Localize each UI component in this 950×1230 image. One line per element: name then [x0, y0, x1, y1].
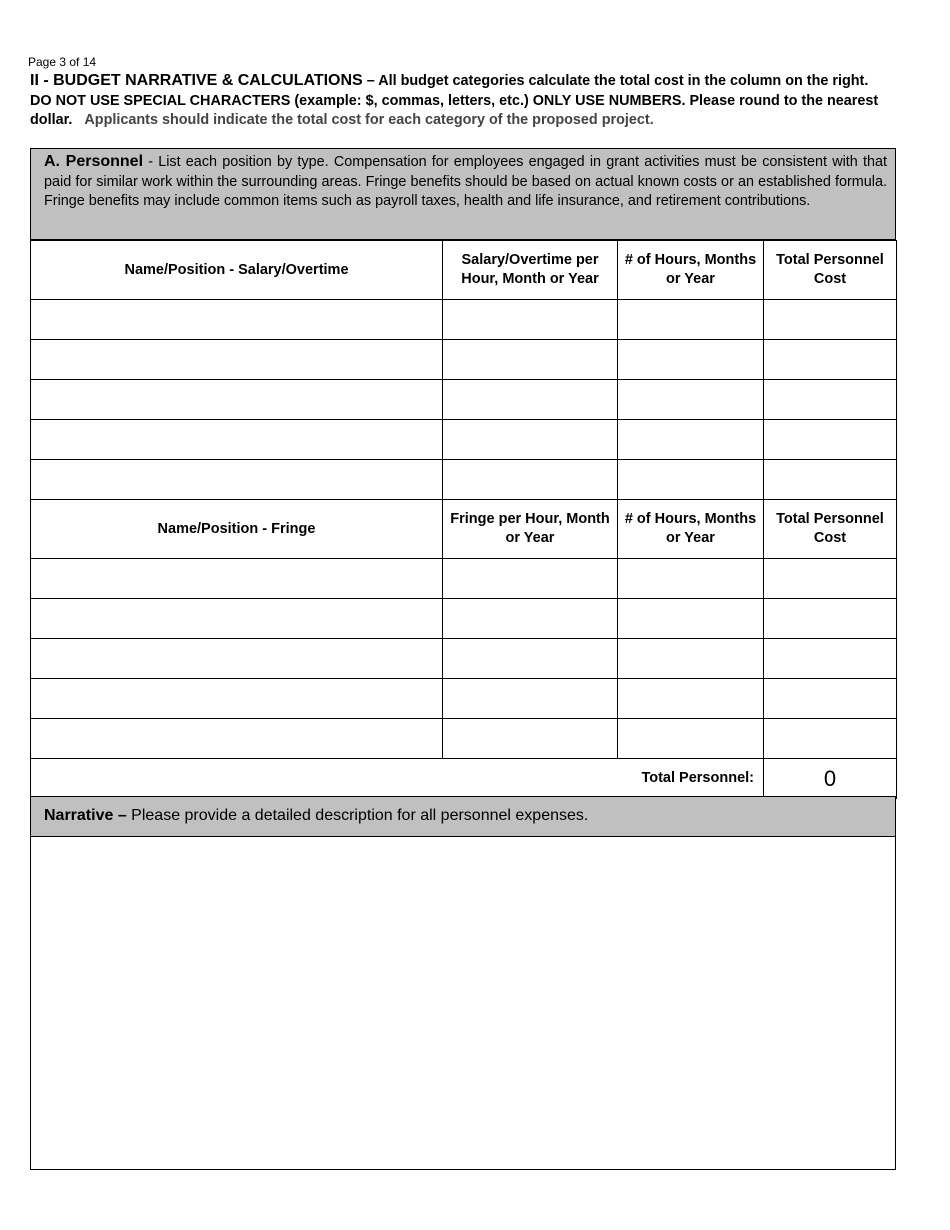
salary-col-hours: # of Hours, Months or Year: [618, 241, 764, 300]
fringe-total-field[interactable]: [764, 559, 897, 599]
table-row: [31, 679, 897, 719]
salary-name-input[interactable]: [31, 420, 443, 460]
fringe-hours-input[interactable]: [618, 599, 764, 639]
salary-rate-input[interactable]: [443, 300, 618, 340]
fringe-col-rate: Fringe per Hour, Month or Year: [443, 500, 618, 559]
fringe-header-row: [31, 500, 897, 559]
fringe-total-field[interactable]: [764, 599, 897, 639]
personnel-table: [30, 240, 897, 799]
fringe-rate-input[interactable]: [443, 559, 618, 599]
salary-name-input[interactable]: [31, 340, 443, 380]
table-row: [31, 340, 897, 380]
table-row: [31, 380, 897, 420]
personnel-instructions: [30, 148, 896, 240]
fringe-name-input[interactable]: [31, 679, 443, 719]
salary-col-total: Total Personnel Cost: [764, 241, 897, 300]
table-row: [31, 559, 897, 599]
fringe-col-name: Name/Position - Fringe: [31, 500, 443, 559]
total-personnel-value[interactable]: 0: [764, 759, 897, 799]
salary-col-name: Name/Position - Salary/Overtime: [31, 241, 443, 300]
salary-total-field[interactable]: [764, 460, 897, 500]
intro-note: Applicants should indicate the total cost for each category of the proposed project.: [84, 112, 654, 128]
fringe-rate-input[interactable]: [443, 679, 618, 719]
fringe-col-hours: # of Hours, Months or Year: [618, 500, 764, 559]
fringe-rate-input[interactable]: [443, 599, 618, 639]
salary-total-field[interactable]: [764, 300, 897, 340]
fringe-rate-input[interactable]: [443, 639, 618, 679]
total-personnel-label: Total Personnel:: [31, 759, 764, 799]
fringe-hours-input[interactable]: [618, 679, 764, 719]
salary-total-field[interactable]: [764, 420, 897, 460]
personnel-text: - List each position by type. Compensation for employees engaged in grant activities must be consistent with that paid for similar work within the surrounding areas. Fringe benefits should be based on actual known costs or an established formula. Fringe benefits may include common items such as payroll taxes, health and life insurance, and retirement contributions.: [44, 154, 887, 209]
salary-hours-input[interactable]: [618, 420, 764, 460]
salary-hours-input[interactable]: [618, 380, 764, 420]
salary-hours-input[interactable]: [618, 300, 764, 340]
fringe-name-input[interactable]: [31, 599, 443, 639]
salary-name-input[interactable]: [31, 460, 443, 500]
section-heading: II - BUDGET NARRATIVE & CALCULATIONS: [30, 72, 363, 89]
table-row: [31, 639, 897, 679]
intro-text: – All budget categories calculate the total cost in the column on the right. DO NOT USE SPECIAL CHARACTERS (example: $, commas, letters, etc.) ONLY USE NUMBERS. Please round to the nearest dollar.: [30, 73, 879, 128]
fringe-hours-input[interactable]: [618, 559, 764, 599]
personnel-heading: A. Personnel: [44, 153, 144, 170]
fringe-hours-input[interactable]: [618, 719, 764, 759]
fringe-rate-input[interactable]: [443, 719, 618, 759]
table-row: [31, 719, 897, 759]
salary-total-field[interactable]: [764, 340, 897, 380]
fringe-hours-input[interactable]: [618, 639, 764, 679]
salary-total-field[interactable]: [764, 380, 897, 420]
fringe-total-field[interactable]: [764, 639, 897, 679]
page-number: Page 3 of 14: [28, 55, 97, 69]
fringe-name-input[interactable]: [31, 559, 443, 599]
salary-rate-input[interactable]: [443, 340, 618, 380]
salary-rate-input[interactable]: [443, 460, 618, 500]
salary-header-row: [31, 241, 897, 300]
salary-name-input[interactable]: [31, 300, 443, 340]
narrative-prompt: Please provide a detailed description for all personnel expenses.: [126, 807, 589, 824]
table-row: [31, 420, 897, 460]
section-intro: [30, 71, 892, 131]
salary-col-rate: Salary/Overtime per Hour, Month or Year: [443, 241, 618, 300]
total-personnel-row: [31, 759, 897, 799]
fringe-name-input[interactable]: [31, 719, 443, 759]
fringe-name-input[interactable]: [31, 639, 443, 679]
narrative-heading: Narrative –: [44, 807, 127, 824]
table-row: [31, 460, 897, 500]
narrative-textarea[interactable]: [30, 836, 896, 1170]
fringe-total-field[interactable]: [764, 679, 897, 719]
table-row: [31, 300, 897, 340]
salary-rate-input[interactable]: [443, 380, 618, 420]
salary-name-input[interactable]: [31, 380, 443, 420]
table-row: [31, 599, 897, 639]
narrative-header: [30, 796, 896, 837]
fringe-col-total: Total Personnel Cost: [764, 500, 897, 559]
salary-hours-input[interactable]: [618, 340, 764, 380]
fringe-total-field[interactable]: [764, 719, 897, 759]
salary-rate-input[interactable]: [443, 420, 618, 460]
salary-hours-input[interactable]: [618, 460, 764, 500]
